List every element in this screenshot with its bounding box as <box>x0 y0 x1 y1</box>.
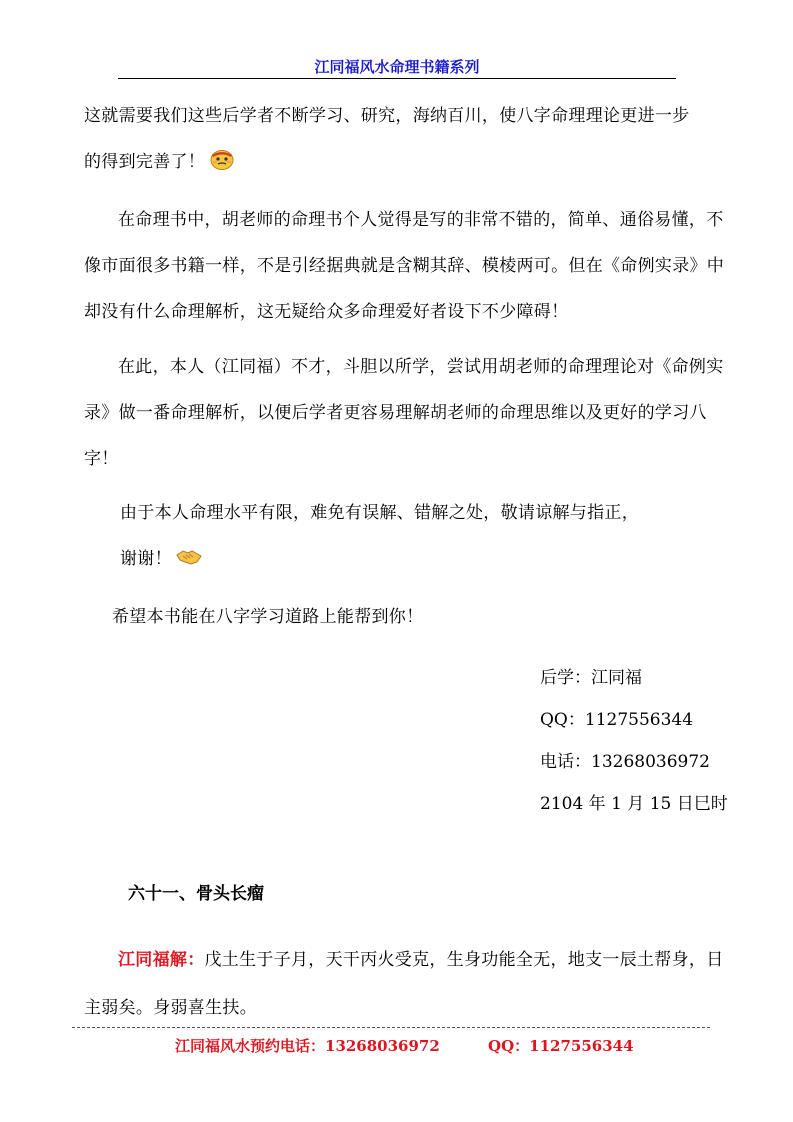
signature-phone: 电话：13268036972 <box>540 752 710 772</box>
paragraph-4 <box>120 490 732 585</box>
header-rule <box>118 78 676 79</box>
paragraph-1-line-2-text: 的得到完善了！ <box>84 152 206 172</box>
section-title: 六十一、骨头长瘤 <box>128 884 264 904</box>
paragraph-3: 在此，本人（江同福）不才，斗胆以所学，尝试用胡老师的命理理论对《命例实录》做一番命理解析，以便后学者更容易理解胡老师的命理思维以及更好的学习八字！ <box>84 357 724 469</box>
page-header-title: 江同福风水命理书籍系列 <box>314 58 480 76</box>
paragraph-2: 在命理书中，胡老师的命理书个人觉得是写的非常不错的，简单、通俗易懂，不像市面很多书籍一样，不是引经据典就是含糊其辞、模棱两可。但在《命例实录》中却没有什么命理解析，这无疑给众多命理爱好者设下不少障碍！ <box>84 210 725 322</box>
paragraph-1-line-2 <box>84 139 732 188</box>
paragraph-4-line-2 <box>120 536 732 585</box>
footer-phone: 江同福风水预约电话：13268036972 <box>175 1037 440 1055</box>
section-label: 江同福解： <box>118 950 205 970</box>
signature-author: 后学：江同福 <box>540 668 642 688</box>
embarrassed-face-icon <box>209 142 235 188</box>
section-body-text: 戊土生于子月，天干丙火受克，生身功能全无，地支一辰土帮身，日主弱矣。身弱喜生扶。 <box>84 950 724 1018</box>
paragraph-5: 希望本书能在八字学习道路上能帮到你！ <box>112 607 424 627</box>
section-body <box>84 936 732 1032</box>
paragraph-4-line-1: 由于本人命理水平有限，难免有误解、错解之处，敬请谅解与指正， <box>120 503 639 523</box>
footer-qq: QQ：1127556344 <box>488 1037 634 1055</box>
paragraph-1-line-1: 这就需要我们这些后学者不断学习、研究，海纳百川，使八字命理理论更进一步 <box>84 106 690 126</box>
handshake-icon <box>176 539 202 585</box>
signature-block <box>540 657 728 825</box>
signature-date: 2104 年 1 月 15 日巳时 <box>540 794 728 814</box>
footer-rule <box>72 1027 710 1028</box>
signature-qq: QQ：1127556344 <box>540 710 694 730</box>
paragraph-1 <box>84 93 732 188</box>
paragraph-4-line-2-text: 谢谢！ <box>120 549 172 569</box>
